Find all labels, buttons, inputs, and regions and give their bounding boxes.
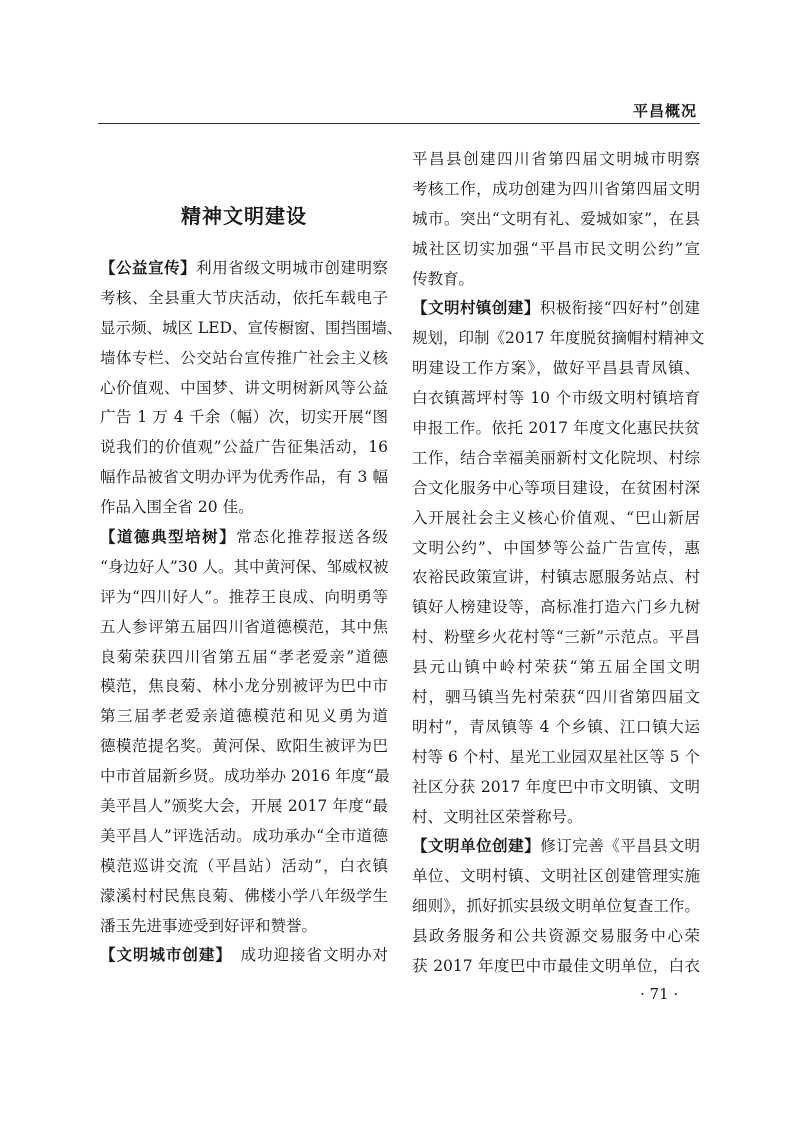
paragraph-line (100, 645, 388, 675)
paragraph-line (100, 585, 388, 615)
paragraph-line (100, 286, 388, 316)
paragraph-line (100, 615, 388, 645)
line-text: 细则》，抓好抓实县级文明单位复查工作。 (412, 897, 700, 916)
paragraph-line (412, 326, 705, 356)
paragraph-line (412, 864, 700, 894)
line-text: 利用省级文明城市创建明察 (196, 259, 388, 277)
paragraph-line (412, 237, 700, 267)
paragraph-line (100, 794, 388, 824)
paragraph-line (100, 674, 388, 704)
paragraph-line (412, 595, 700, 625)
right-column (412, 147, 705, 984)
paragraph-label: 【文明城市创建】 (100, 946, 225, 965)
line-text: 潘玉先进事迹受到好评和赞誉。 (100, 916, 318, 935)
line-text: 考核、全县重大节庆活动，依托车载电子 (100, 288, 388, 307)
line-text: 获 2017 年度巴中市最佳文明单位，白衣 (412, 957, 700, 976)
line-text: 农裕民政策宣讲，村镇志愿服务站点、村 (412, 568, 700, 587)
line-text: 五人参评第五届四川省道德模范，其中焦 (100, 617, 388, 636)
line-text: 镇好人榜建设等，高标准打造六门乡九树 (412, 598, 700, 617)
line-text: 规划，印制《2017 年度脱贫摘帽村精神文 (412, 329, 705, 348)
paragraph-line (412, 685, 700, 715)
line-text: 村、粉壁乡火花村等“三新”示范点。平昌 (412, 628, 700, 647)
line-text: 明村”，青凤镇等 4 个乡镇、江口镇大运 (412, 717, 700, 736)
paragraph-line (100, 764, 388, 794)
paragraph-line (100, 405, 388, 435)
line-text: 心价值观、中国梦、讲文明树新风等公益 (100, 378, 388, 397)
line-text: 幅作品被省文明办评为优秀作品，有 3 幅 (100, 468, 388, 487)
line-text: 美平昌人”评选活动。成功承办“全市道德 (100, 826, 388, 845)
line-text: 入开展社会主义核心价值观、“巴山新居 (412, 508, 700, 527)
line-text: 德模范提名奖。黄河保、欧阳生被评为巴 (100, 737, 388, 756)
paragraph-line (100, 734, 388, 764)
paragraph-line (100, 555, 388, 585)
paragraph-line (412, 565, 700, 595)
line-text: 城市。突出“文明有礼、爱城如家”，在县 (412, 209, 700, 228)
paragraph-line (412, 386, 700, 416)
line-text: 模范巡讲交流（平昌站）活动”，白衣镇 (100, 856, 388, 875)
paragraph-line (100, 914, 388, 944)
line-text: 美平昌人”颁奖大会，开展 2017 年度“最 (100, 797, 388, 816)
paragraph-line (412, 416, 700, 446)
line-text: 传教育。 (412, 269, 475, 288)
paragraph-label: 【公益宣传】 (100, 259, 197, 277)
line-text: 村，驷马镇当先村荣获“四川省第四届文 (412, 688, 700, 707)
paragraph-line (100, 256, 388, 286)
left-column (100, 256, 403, 973)
paragraph-line (100, 465, 388, 495)
paragraph-line (412, 207, 700, 237)
line-text: 考核工作，成功创建为四川省第四届文明 (412, 179, 700, 198)
line-text: 积极衔接“四好村”创建 (539, 299, 700, 318)
line-text: 申报工作。依托 2017 年度文化惠民扶贫 (412, 419, 700, 438)
paragraph-line (412, 655, 700, 685)
line-text: 县政务服务和公共资源交易服务中心荣 (412, 927, 700, 946)
paragraph-line (100, 824, 388, 854)
paragraph-line (412, 356, 700, 386)
line-text: 濛溪村村民焦良菊、佛楼小学八年级学生 (100, 886, 388, 905)
paragraph-line (412, 894, 700, 924)
line-text: 城社区切实加强“平昌市民文明公约”宣 (412, 239, 700, 258)
line-text: 显示频、城区 LED、宣传橱窗、围挡围墙、 (100, 318, 403, 337)
line-text: 村、文明社区荣誉称号。 (412, 807, 583, 826)
paragraph-line (412, 296, 700, 326)
line-text: 墙体专栏、公交站台宣传推广社会主义核 (100, 348, 388, 367)
line-text: 工作，结合幸福美丽新村文化院坝、村综 (412, 448, 700, 467)
line-text: 第三届孝老爱亲道德模范和见义勇为道 (100, 707, 388, 726)
paragraph-line (412, 745, 700, 775)
line-text: 平昌县创建四川省第四届文明城市明察 (412, 150, 700, 168)
line-text: 单位、文明村镇、文明社区创建管理实施 (412, 867, 700, 886)
section-title: 精神文明建设 (181, 204, 307, 228)
line-text: 修订完善《平昌县文明 (540, 837, 700, 856)
paragraph-line (100, 316, 403, 346)
line-text: 说我们的价值观”公益广告征集活动，16 (100, 438, 388, 457)
paragraph-line (412, 625, 700, 655)
paragraph-label: 【文明单位创建】 (412, 837, 541, 856)
paragraph-label: 【文明村镇创建】 (412, 299, 540, 318)
paragraph-line (100, 854, 388, 884)
paragraph-line (412, 446, 700, 476)
paragraph-line (412, 267, 700, 297)
paragraph-line (100, 346, 388, 376)
line-text: 白衣镇蒿坪村等 10 个市级文明村镇培育 (412, 389, 700, 408)
paragraph-line (412, 805, 700, 835)
paragraph-line (100, 376, 388, 406)
line-text: 中市首届新乡贤。成功举办 2016 年度“最 (100, 767, 390, 786)
line-text: 模范，焦良菊、林小龙分别被评为巴中市 (100, 677, 388, 696)
line-text: 文明公约”、中国梦等公益广告宣传，惠 (412, 538, 700, 557)
header-rule (98, 123, 700, 124)
line-text: 合文化服务中心等项目建设，在贫困村深 (412, 478, 700, 497)
line-text: 评为“四川好人”。推荐王良成、向明勇等 (100, 587, 388, 606)
paragraph-line (412, 177, 700, 207)
line-text: 县元山镇中岭村荣获“第五届全国文明 (412, 658, 700, 677)
paragraph-line (100, 495, 388, 525)
paragraph-line (412, 834, 700, 864)
running-head: 平昌概况 (632, 102, 697, 120)
paragraph-line (412, 775, 700, 805)
line-text: 良菊荣获四川省第五届“孝老爱亲”道德 (100, 647, 388, 666)
paragraph-line (100, 435, 388, 465)
line-text: “身边好人”30 人。其中黄河保、邹威权被 (100, 557, 389, 576)
paragraph-line (412, 506, 700, 536)
line-text: 作品入围全省 20 佳。 (100, 498, 254, 517)
line-text: 村等 6 个村、星光工业园双星社区等 5 个 (412, 747, 700, 766)
line-text: 常态化推荐报送各级 (236, 528, 388, 547)
line-text: 广告 1 万 4 千余（幅）次，切实开展“图 (100, 408, 388, 427)
paragraph-label: 【道德典型培树】 (100, 528, 237, 547)
line-text: 社区分获 2017 年度巴中市文明镇、文明 (412, 777, 700, 796)
paragraph-line (412, 924, 700, 954)
paragraph-line (412, 147, 700, 177)
line-text: 明建设工作方案》，做好平昌县青凤镇、 (412, 359, 700, 378)
paragraph-line (412, 954, 700, 984)
line-text: 成功迎接省文明办对 (224, 946, 388, 965)
paragraph-line (100, 884, 388, 914)
paragraph-line (100, 525, 388, 555)
paragraph-line (412, 715, 700, 745)
paragraph-line (100, 943, 388, 973)
paragraph-line (412, 536, 700, 566)
paragraph-line (412, 476, 700, 506)
paragraph-line (100, 704, 388, 734)
page-number: · 71 · (640, 985, 679, 1003)
